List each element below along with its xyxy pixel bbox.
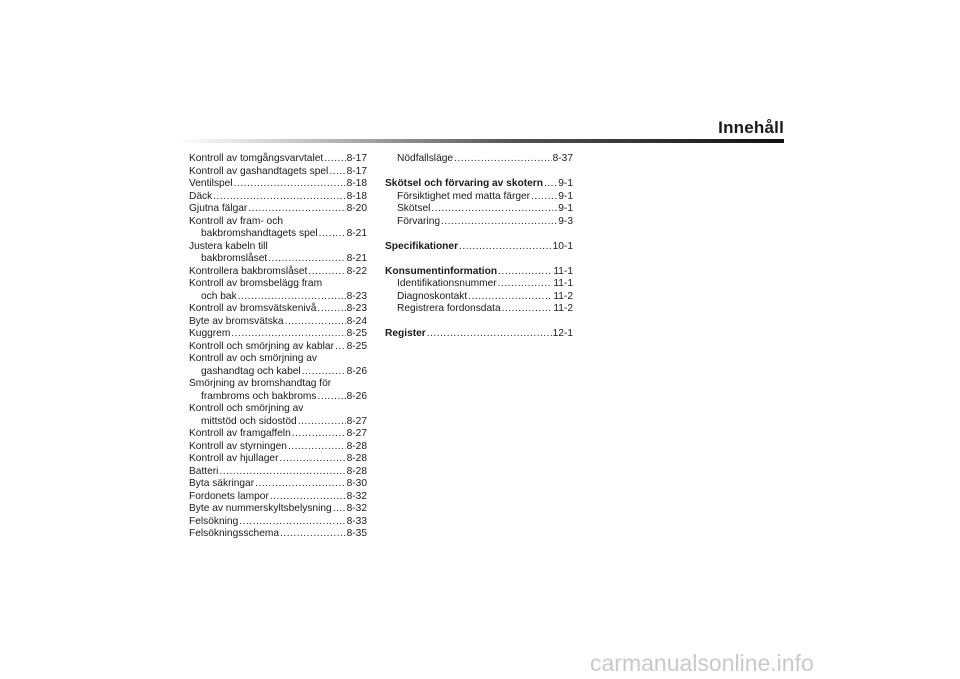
toc-entry-page: 8-33 xyxy=(346,515,367,527)
toc-entry[interactable] xyxy=(385,203,573,216)
toc-entry-title: Diagnoskontakt xyxy=(397,290,468,302)
toc-entry-first-line[interactable]: Kontroll av bromsbelägg fram xyxy=(189,278,323,289)
toc-entry-title: Kontroll av tomgångsvarvtalet xyxy=(189,153,324,164)
toc-entry-first-line[interactable]: Kontroll och smörjning av xyxy=(189,403,304,414)
toc-column-right xyxy=(385,153,573,341)
toc-entry-page: 8-25 xyxy=(346,328,367,339)
toc-entry[interactable] xyxy=(385,278,573,291)
toc-chapter-title: Register xyxy=(385,328,426,339)
toc-entry-page: 8-28 xyxy=(346,465,367,477)
toc-entry-title: och bak xyxy=(201,290,237,302)
toc-entry-page: 8-27 xyxy=(346,415,367,427)
toc-entry[interactable] xyxy=(189,291,367,304)
toc-chapter-specifikationer[interactable] xyxy=(385,241,573,254)
toc-entry[interactable] xyxy=(189,266,367,279)
toc-entry[interactable] xyxy=(189,253,367,266)
toc-entry[interactable] xyxy=(189,453,367,466)
toc-entry-page: 12-1 xyxy=(552,328,573,339)
toc-entry-title: Kontrollera bakbromslåset xyxy=(189,265,308,277)
toc-entry[interactable] xyxy=(189,416,367,429)
toc-entry-title: Felsökning xyxy=(189,515,239,527)
toc-entry-title: frambroms och bakbroms xyxy=(201,390,317,402)
toc-entry-page: 11-2 xyxy=(553,290,573,302)
toc-chapter-register[interactable] xyxy=(385,328,573,341)
toc-entry[interactable] xyxy=(385,303,573,316)
page-title: Innehåll xyxy=(718,118,784,137)
toc-entry-title: Gjutna fälgar xyxy=(189,203,248,214)
toc-entry-page: 8-28 xyxy=(346,440,367,452)
toc-entry-title: Förvaring xyxy=(397,215,441,227)
toc-entry-title: Kuggrem xyxy=(189,328,231,339)
toc-entry-page: 8-21 xyxy=(346,253,367,264)
toc-entry-title: Däck xyxy=(189,190,213,202)
toc-entry[interactable] xyxy=(385,191,573,204)
toc-entry-title: Identifikationsnummer xyxy=(397,278,497,289)
toc-chapter-title: Skötsel och förvaring av skotern xyxy=(385,178,543,189)
toc-entry-title: Kontroll av hjullager xyxy=(189,453,279,464)
toc-entry-page: 10-1 xyxy=(552,240,573,252)
toc-entry-page: 8-25 xyxy=(346,340,367,352)
toc-entry-page: 8-30 xyxy=(346,478,367,489)
toc-entry-title: Kontroll av gashandtagets spel xyxy=(189,165,329,177)
header-rule xyxy=(176,139,784,143)
toc-entry-page: 8-26 xyxy=(346,390,367,402)
toc-entry[interactable] xyxy=(189,366,367,379)
toc-entry[interactable] xyxy=(189,191,367,204)
toc-entry-page: 8-17 xyxy=(346,165,367,177)
toc-entry-title: Ventilspel xyxy=(189,178,233,189)
toc-entry-first-line[interactable]: Justera kabeln till xyxy=(189,240,268,252)
toc-entry[interactable] xyxy=(189,391,367,404)
toc-entry-title: Byta säkringar xyxy=(189,478,255,489)
toc-entry-title: Registrera fordonsdata xyxy=(397,303,501,314)
toc-entry-page: 9-1 xyxy=(558,203,573,214)
toc-entry-page: 8-32 xyxy=(346,490,367,502)
toc-entry-title: Felsökningsschema xyxy=(189,528,280,539)
toc-entry[interactable] xyxy=(189,153,367,166)
toc-entry-page: 8-18 xyxy=(346,178,367,189)
toc-entry-title: Byte av nummerskyltsbelysning xyxy=(189,503,332,514)
toc-entry-title: gashandtag och kabel xyxy=(201,365,301,377)
toc-entry[interactable] xyxy=(189,316,367,329)
toc-entry-page: 9-1 xyxy=(558,178,573,189)
toc-entry[interactable] xyxy=(189,516,367,529)
toc-entry-page: 8-23 xyxy=(346,290,367,302)
toc-entry-title: Nödfallsläge xyxy=(397,153,454,164)
toc-entry-title: bakbromshandtagets spel xyxy=(201,228,318,239)
toc-entry[interactable] xyxy=(189,441,367,454)
toc-entry-page: 9-1 xyxy=(558,190,573,202)
toc-chapter-title: Specifikationer xyxy=(385,240,459,252)
toc-entry-title: Kontroll av styrningen xyxy=(189,440,287,452)
toc-entry-title: bakbromslåset xyxy=(201,253,268,264)
toc-column-left xyxy=(189,153,367,541)
toc-entry-page: 8-27 xyxy=(346,428,367,439)
toc-entry-title: Kontroll av bromsvätskenivå xyxy=(189,303,317,314)
toc-entry[interactable] xyxy=(189,478,367,491)
toc-entry[interactable] xyxy=(385,216,573,229)
toc-entry[interactable] xyxy=(189,341,367,354)
toc-entry-page: 8-22 xyxy=(346,265,367,277)
toc-entry[interactable] xyxy=(189,466,367,479)
toc-entry-title: Byte av bromsvätska xyxy=(189,315,284,327)
toc-entry[interactable] xyxy=(189,166,367,179)
toc-entry-title: Batteri xyxy=(189,465,219,477)
toc-entry-first-line[interactable]: Smörjning av bromshandtag för xyxy=(189,378,332,389)
toc-chapter-title: Konsumentinformation xyxy=(385,265,498,277)
toc-entry-first-line[interactable]: Kontroll av fram- och xyxy=(189,215,283,227)
toc-entry-title: Kontroll och smörjning av kablar xyxy=(189,340,334,352)
toc-entry-title: Fordonets lampor xyxy=(189,490,269,502)
toc-entry-title: Försiktighet med matta färger xyxy=(397,190,531,202)
toc-entry-title: Kontroll av framgaffeln xyxy=(189,428,291,439)
toc-entry[interactable] xyxy=(189,228,367,241)
toc-entry-page: 8-28 xyxy=(346,453,367,464)
toc-entry-page: 11-1 xyxy=(553,278,573,289)
toc-entry-title: Skötsel xyxy=(397,203,431,214)
toc-entry-page: 8-26 xyxy=(346,365,367,377)
toc-entry[interactable] xyxy=(189,428,367,441)
toc-entry-page: 8-20 xyxy=(346,203,367,214)
toc-entry-page: 8-18 xyxy=(346,190,367,202)
toc-entry-page: 8-24 xyxy=(346,315,367,327)
toc-entry[interactable] xyxy=(189,503,367,516)
toc-entry-page: 11-2 xyxy=(553,303,573,314)
toc-entry[interactable] xyxy=(189,491,367,504)
toc-entry[interactable] xyxy=(189,328,367,341)
toc-entry[interactable] xyxy=(189,178,367,191)
toc-entry[interactable] xyxy=(189,528,367,541)
toc-entry-page: 8-23 xyxy=(346,303,367,314)
toc-entry-page: 8-17 xyxy=(346,153,367,164)
toc-entry[interactable] xyxy=(189,203,367,216)
toc-entry-page: 8-37 xyxy=(552,153,573,164)
toc-entry-page: 9-3 xyxy=(558,215,573,227)
toc-entry-page: 11-1 xyxy=(553,265,573,277)
toc-entry-first-line[interactable]: Kontroll av och smörjning av xyxy=(189,353,317,364)
toc-entry[interactable] xyxy=(189,303,367,316)
toc-entry-page: 8-32 xyxy=(346,503,367,514)
watermark: carmanualsonline.info xyxy=(590,650,814,676)
toc-entry-page: 8-21 xyxy=(346,228,367,239)
toc-entry-page: 8-35 xyxy=(346,528,367,539)
toc-chapter-skotsel[interactable] xyxy=(385,178,573,191)
toc-entry[interactable] xyxy=(385,291,573,304)
toc-entry-title: mittstöd och sidostöd xyxy=(201,415,297,427)
toc-entry[interactable] xyxy=(385,153,573,166)
toc-chapter-konsumentinformation[interactable] xyxy=(385,266,573,279)
